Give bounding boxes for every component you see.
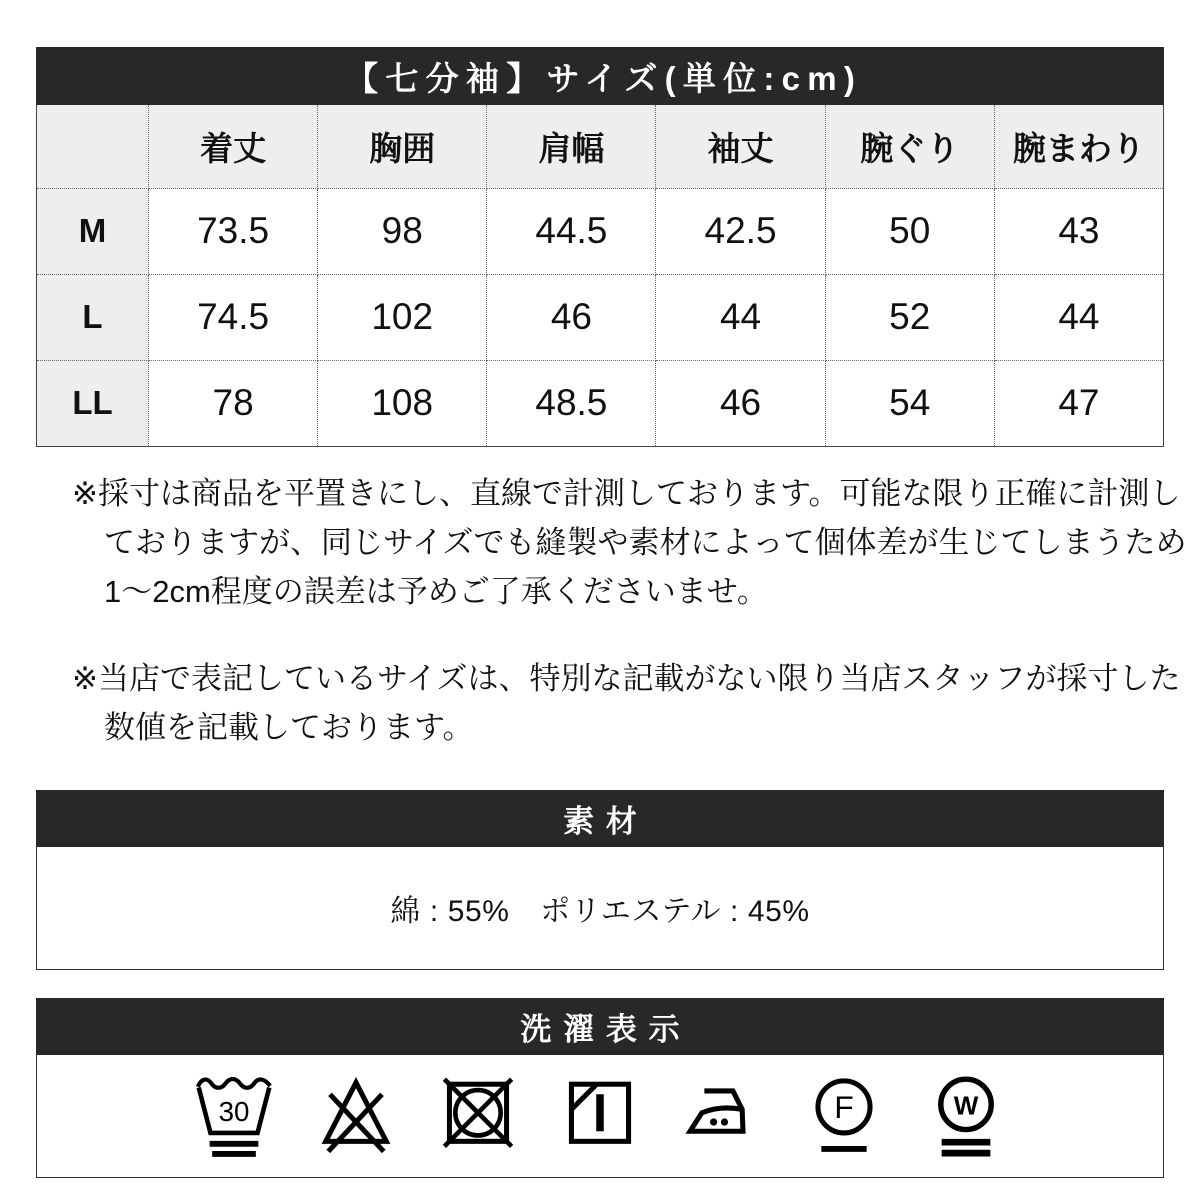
wet-clean-letter-label: W	[953, 1089, 979, 1120]
measurement-value: 108	[318, 360, 487, 446]
measurement-value: 44.5	[487, 188, 656, 274]
size-table-row	[37, 188, 1164, 274]
laundry-section	[36, 998, 1164, 1178]
measurement-value: 50	[825, 188, 994, 274]
column-header: 着丈	[149, 105, 318, 188]
measurement-value: 52	[825, 274, 994, 360]
size-table	[36, 105, 1164, 447]
dry-clean-petroleum-gentle-icon	[802, 1069, 886, 1170]
material-title-bar	[36, 790, 1164, 847]
wash-temperature-label: 30	[218, 1095, 250, 1127]
material-section	[36, 790, 1164, 970]
measurement-value: 74.5	[149, 274, 318, 360]
size-section-title-bar	[36, 47, 1164, 105]
measurement-value: 48.5	[487, 360, 656, 446]
note-line: ておりますが、同じサイズでも縫製や素材によって個体差が生じてしまうため	[104, 524, 1187, 560]
measurement-value: 44	[994, 274, 1163, 360]
measurement-note	[36, 654, 1181, 752]
measurement-value: 73.5	[149, 188, 318, 274]
size-table-row	[37, 274, 1164, 360]
measurement-value: 54	[825, 360, 994, 446]
note-line: ※採寸は商品を平置きにし、直線で計測しております。可能な限り正確に計測し	[72, 475, 1181, 511]
dry-clean-letter-label: F	[834, 1088, 854, 1125]
notes-section	[36, 469, 1187, 752]
column-header: 袖丈	[656, 105, 825, 188]
size-label: M	[37, 188, 149, 274]
laundry-icons-box	[36, 1055, 1164, 1178]
measurement-value: 102	[318, 274, 487, 360]
column-header: 胸囲	[318, 105, 487, 188]
wet-clean-very-gentle-icon	[924, 1069, 1008, 1170]
size-label: L	[37, 274, 149, 360]
laundry-title: 洗濯表示	[520, 1011, 692, 1047]
size-section	[36, 47, 1164, 447]
note-line: 1〜2cm程度の誤差は予めご了承くださいませ。	[104, 573, 768, 609]
size-section-title: 【七分袖】サイズ(単位:cm)	[345, 59, 863, 97]
corner-cell	[37, 105, 149, 188]
do-not-tumble-dry-icon	[436, 1069, 520, 1170]
note-line: 数値を記載しております。	[104, 709, 474, 745]
iron-medium-heat-icon	[680, 1069, 764, 1170]
measurement-value: 43	[994, 188, 1163, 274]
note-line: ※当店で表記しているサイズは、特別な記載がない限り当店スタッフが採寸した	[72, 660, 1181, 696]
size-label: LL	[37, 360, 149, 446]
do-not-bleach-icon	[314, 1069, 398, 1170]
size-table-header-row	[37, 105, 1164, 188]
machine-wash-30-very-gentle-icon	[192, 1069, 276, 1170]
measurement-value: 47	[994, 360, 1163, 446]
line-dry-in-shade-icon	[558, 1069, 642, 1170]
measurement-value: 42.5	[656, 188, 825, 274]
measurement-note	[36, 469, 1187, 616]
material-title: 素材	[563, 803, 649, 839]
measurement-value: 98	[318, 188, 487, 274]
size-table-row	[37, 360, 1164, 446]
size-table-body	[37, 188, 1164, 446]
laundry-title-bar	[36, 998, 1164, 1055]
measurement-value: 78	[149, 360, 318, 446]
measurement-value: 44	[656, 274, 825, 360]
material-composition: 綿 : 55% ポリエステル : 45%	[390, 894, 810, 928]
column-header: 腕まわり	[994, 105, 1163, 188]
column-header: 腕ぐり	[825, 105, 994, 188]
measurement-value: 46	[656, 360, 825, 446]
column-header: 肩幅	[487, 105, 656, 188]
measurement-value: 46	[487, 274, 656, 360]
material-content-box	[36, 847, 1164, 970]
